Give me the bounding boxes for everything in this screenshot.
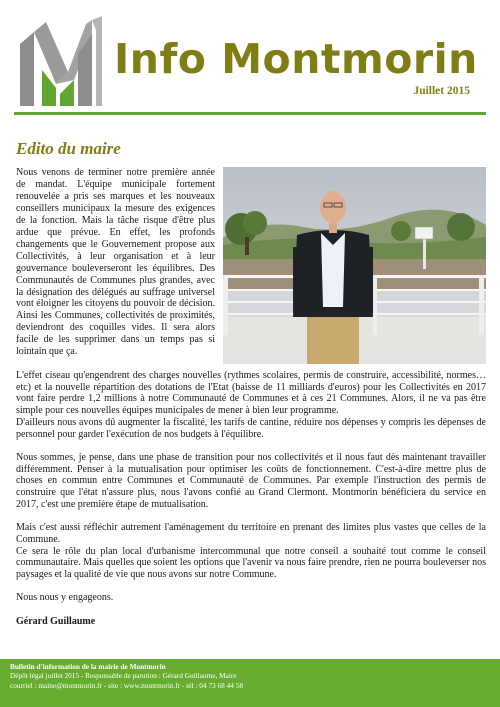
issue-date: Juillet 2015: [413, 85, 470, 97]
footer-title: Bulletin d'information de la mairie de Montmorin: [10, 662, 166, 671]
montmorin-logo: [16, 14, 104, 108]
section-title: Edito du maire: [16, 139, 121, 158]
footer-legal: Dépôt légal juillet 2015 - Responsable de parution : Gérard Guillaume, Maire: [10, 671, 237, 681]
footer: [0, 659, 500, 707]
paragraph-territoire: Mais c'est aussi réfléchir autrement l'aménagement du territoire en prenant des limites plus vastes que celles de la Commune.: [16, 522, 486, 545]
intro-paragraph: Nous venons de terminer notre première année de mandat. L'équipe municipale fortement renouvelée a pris ses marques et les nouveaux conseillers municipaux la mesure des exigences de la fonction. Mais la tâche risque d'être plus ardue que prévue. En effet, les profonds changements que le Gouvernement propose aux Collectivités, à leur organisation et à leur gouvernance bouleverseront les équilibres. Des Communautés de Communes plus grandes, avec la désignation des délégués au suffrage universel vont éloigner les citoyens du pouvoir de décision. Ainsi les Communes, collectivités de proximités, deviendront des coquilles vides. Il sera alors facile de les supprimer dans un temps pas si lointain que ça.: [16, 167, 215, 358]
editorial-body: [16, 370, 486, 627]
paragraph-budget: L'effet ciseau qu'engendrent des charges nouvelles (rythmes scolaires, permis de construire, accessibilité, normes… etc) et la nouvelle répartition des dotations de l'Etat (baisse de 11 milliards d'euros) pour les Collectivités en 2017 vont faire perdre 1,2 millions à notre Communauté de Communes et à ces 21 Communes. Alors, il ne va pas être simple pour ces nouvelles équipes municipales de mener à bien leur programme.: [16, 370, 486, 417]
paragraph-engagement: Nous nous y engageons.: [16, 592, 114, 604]
footer-contact: courriel : maine@montmorin.fr - site : www.montmorin.fr - tél : 04 73 68 44 58: [10, 680, 244, 690]
paragraph-mutualisation: Nous sommes, je pense, dans une phase de transition pour nos collectivités et il nous faut dès maintenant travailler différemment. Penser à la mutualisation pour optimiser les coûts de fonctionnement. C'est-à-dire mettre plus de choses en commun entre Communes et Communauté de Communes. Par exemple l'instruction des permis de construire que l'état n'assure plus, nous l'avons confié au Grand Clermont. Montmorin bénéficiera du service en 2017, c'est une première étape de mutualisation.: [16, 451, 486, 510]
paragraph-plu: Ce sera le rôle du plan local d'urbanisme intercommunal que notre conseil a souhaité tout comme le conseil communautaire. Mais quelles que soient les options que l'avenir va nous faire prendre, rien ne pourra bouleverser nos paysages et la qualité de vie que nous avons sur notre Commune.: [16, 545, 486, 580]
signature: Gérard Guillaume: [16, 615, 96, 627]
newsletter-title: Info Montmorin: [114, 35, 478, 83]
mayor-photo: [223, 167, 486, 364]
paragraph-fiscalite: D'ailleurs nous avons dû augmenter la fiscalité, les tarifs de cantine, réduire nos dépenses y compris les dépenses de personnel pour garder l'exécution de nos budgets à l'équilibre.: [16, 416, 486, 440]
header-rule: [14, 112, 486, 115]
